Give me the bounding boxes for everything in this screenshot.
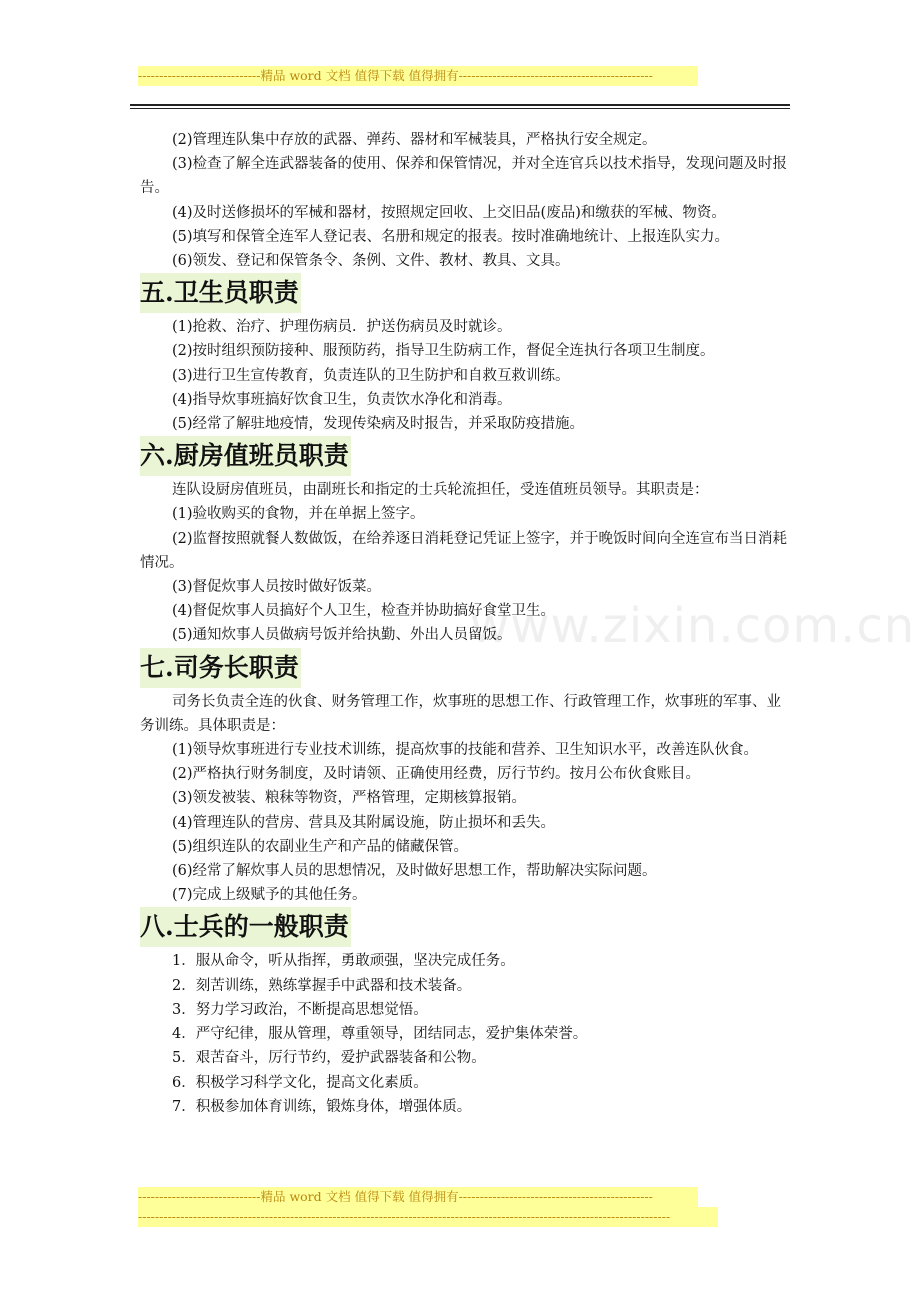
header-rule-thick (130, 104, 790, 106)
paragraph: (6)经常了解炊事人员的思想情况，及时做好思想工作，帮助解决实际问题。 (172, 863, 657, 880)
paragraph: (5)填写和保管全连军人登记表、名册和规定的报表。按时准确地统计、上报连队实力。 (172, 228, 730, 245)
paragraph: (4)指导炊事班搞好饮食卫生，负责饮水净化和消毒。 (172, 391, 512, 408)
intro-block (140, 128, 790, 273)
paragraph: (3)进行卫生宣传教育，负责连队的卫生防护和自救互救训练。 (172, 367, 570, 384)
section-soldier-duties (140, 907, 790, 1118)
list-item: 5．艰苦奋斗，厉行节约，爱护武器装备和公物。 (172, 1050, 486, 1067)
paragraph: 连队设厨房值班员，由副班长和指定的士兵轮流担任，受连值班员领导。其职责是： (172, 482, 709, 499)
paragraph: (5)通知炊事人员做病号饭并给执勤、外出人员留饭。 (172, 627, 512, 644)
list-item: 4．严守纪律，服从管理，尊重领导，团结同志，爱护集体荣誉。 (172, 1026, 588, 1043)
paragraph: (1)验收购买的食物，并在单据上签字。 (172, 506, 425, 523)
section-quartermaster (140, 648, 790, 908)
document-body (140, 128, 790, 1119)
paragraph: (5)经常了解驻地疫情，发现传染病及时报告，并采取防疫措施。 (172, 416, 585, 433)
section-heading: 五.卫生员职责 (140, 273, 301, 313)
paragraph: (3)检查了解全连武器装备的使用、保养和保管情况，并对全连官兵以技术指导，发现问题及时报告。 (140, 156, 788, 197)
paragraph: (5)组织连队的农副业生产和产品的储藏保管。 (172, 838, 469, 855)
paragraph: (4)督促炊事人员搞好个人卫生，检查并协助搞好食堂卫生。 (172, 603, 556, 620)
footer-banner-dashes: ------------------------------------------------------------------------------------------------------------------------------ (138, 1207, 718, 1227)
paragraph: (1)领导炊事班进行专业技术训练，提高炊事的技能和营养、卫生知识水平，改善连队伙食。 (172, 742, 759, 759)
paragraph: (2)按时组织预防接种、服预防药，指导卫生防病工作，督促全连执行各项卫生制度。 (172, 343, 715, 360)
watermark: www.zixin.com.cn (470, 598, 916, 654)
paragraph: (6)领发、登记和保管条令、条例、文件、教材、教具、文具。 (172, 253, 570, 270)
header-rule-thin (130, 108, 790, 109)
section-heading: 八.士兵的一般职责 (140, 907, 351, 947)
paragraph: (3)督促炊事人员按时做好饭菜。 (172, 579, 382, 596)
section-kitchen-duty (140, 436, 790, 647)
footer-banner: -----------------------------精品 word 文档 值得下载 值得拥有---------------------------------------------- (138, 1187, 698, 1207)
paragraph: (4)管理连队的营房、营具及其附属设施，防止损坏和丢失。 (172, 814, 556, 831)
list-item: 6．积极学习科学文化，提高文化素质。 (172, 1074, 428, 1091)
header-banner: -----------------------------精品 word 文档 值得下载 值得拥有---------------------------------------------- (138, 66, 698, 86)
paragraph: (2)监督按照就餐人数做饭，在给养逐日消耗登记凭证上签字，并于晚饭时间向全连宣布当日消耗情况。 (140, 530, 788, 571)
list-item: 1．服从命令，听从指挥，勇敢顽强，坚决完成任务。 (172, 953, 515, 970)
section-heading: 六.厨房值班员职责 (140, 436, 351, 476)
paragraph: 司务长负责全连的伙食、财务管理工作，炊事班的思想工作、行政管理工作，炊事班的军事、业务训练。具体职责是： (140, 693, 781, 734)
list-item: 2．刻苦训练，熟练掌握手中武器和技术装备。 (172, 977, 472, 994)
paragraph: (4)及时送修损坏的军械和器材，按照规定回收、上交旧品(废品)和缴获的军械、物资。 (172, 204, 726, 221)
list-item: 7．积极参加体育训练，锻炼身体，增强体质。 (172, 1098, 472, 1115)
paragraph: (1)抢救、治疗、护理伤病员．护送伤病员及时就诊。 (172, 319, 512, 336)
paragraph: (3)领发被装、粮秣等物资，严格管理，定期核算报销。 (172, 790, 527, 807)
section-medic (140, 273, 790, 436)
paragraph: (2)严格执行财务制度，及时请领、正确使用经费，厉行节约。按月公布伙食账目。 (172, 766, 701, 783)
list-item: 3．努力学习政治，不断提高思想觉悟。 (172, 1001, 428, 1018)
paragraph: (2)管理连队集中存放的武器、弹药、器材和军械装具，严格执行安全规定。 (172, 132, 657, 148)
section-heading: 七.司务长职责 (140, 648, 301, 688)
paragraph: (7)完成上级赋予的其他任务。 (172, 887, 367, 904)
